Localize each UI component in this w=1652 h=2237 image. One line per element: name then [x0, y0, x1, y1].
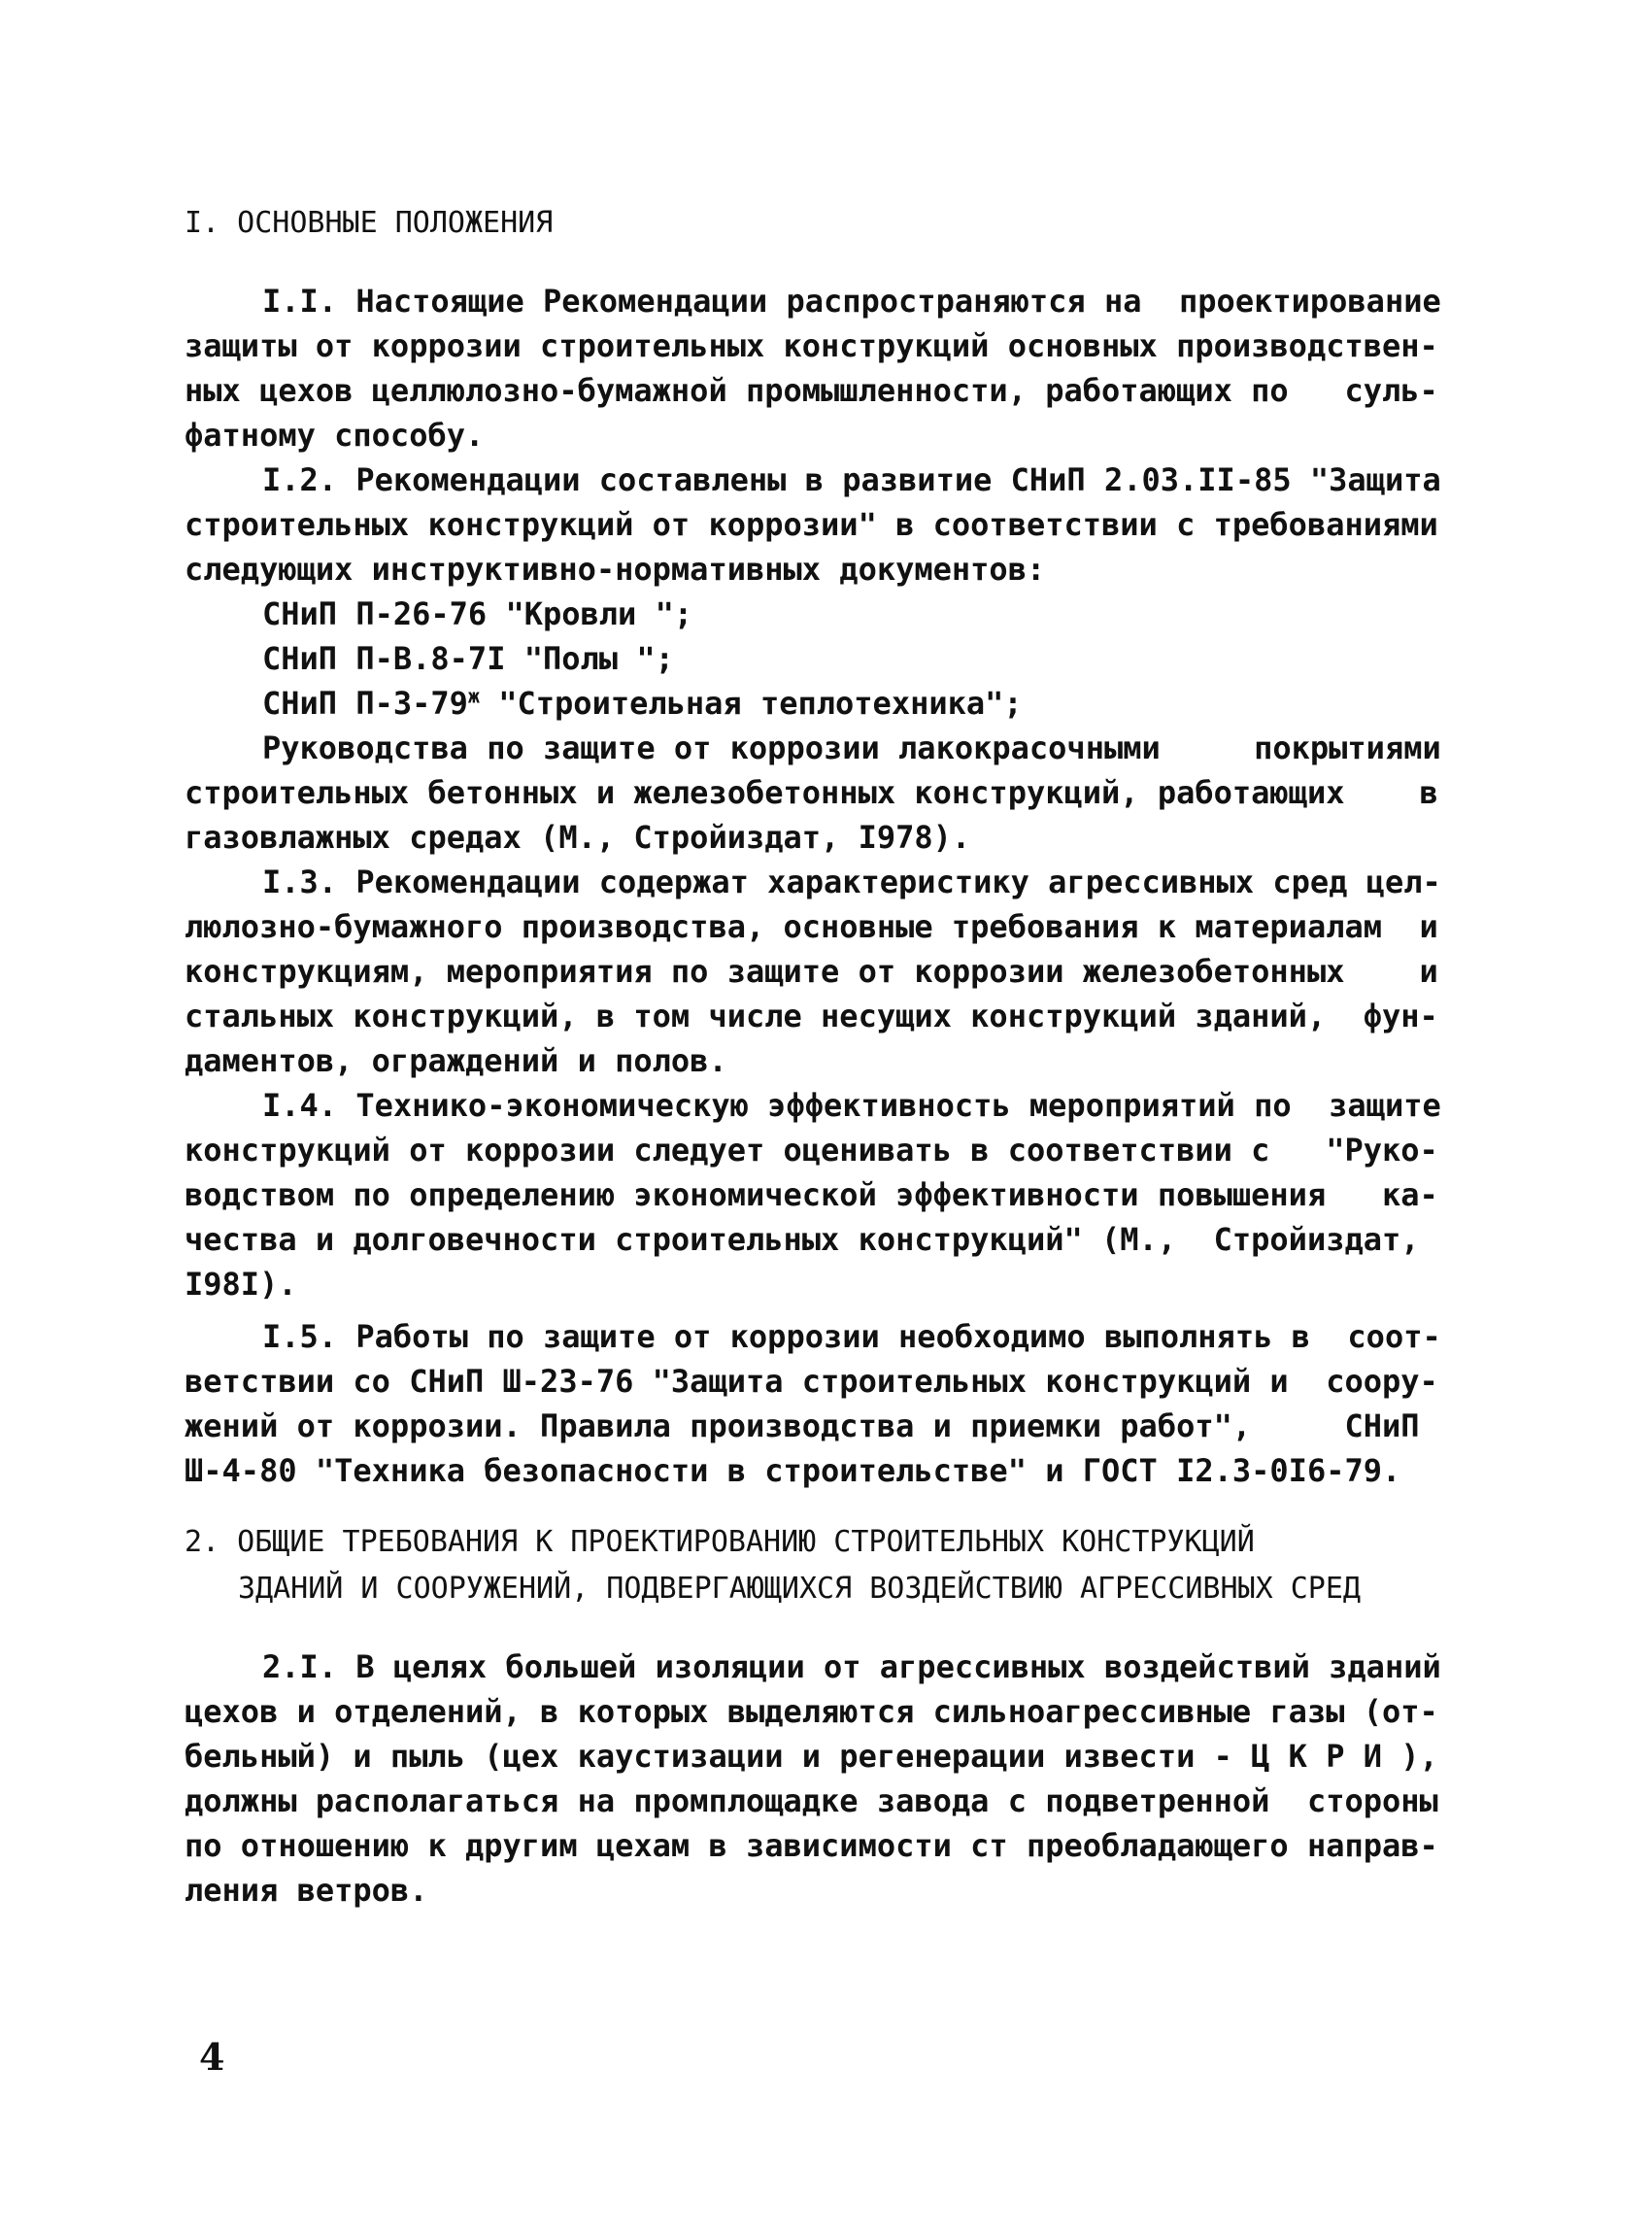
para-1-1-line-2: защиты от коррозии строительных конструкций основных производствен- — [185, 327, 1438, 364]
para-1-4-line-4: чества и долговечности строительных конструкций" (М., Стройиздат, — [185, 1221, 1420, 1258]
para-1-1-line-1: I.I. Настоящие Рекомендации распространяются на проектирование — [262, 283, 1441, 320]
para-1-3-line-2: люлозно-бумажного производства, основные требования к материалам и — [185, 908, 1438, 945]
para-2-1-line-3: бельный) и пыль (цех каустизации и регенерации извести - Ц К Р И ), — [185, 1738, 1438, 1775]
para-2-1-line-1: 2.I. В целях большей изоляции от агрессивных воздействий зданий — [262, 1648, 1441, 1685]
para-1-3-line-5: даментов, ограждений и полов. — [185, 1042, 727, 1079]
ref3-prefix: СНиП П-3-79 — [262, 685, 468, 722]
para-1-4-line-2: конструкций от коррозии следует оценивать в соответствии с "Руко- — [185, 1132, 1438, 1169]
para-1-2-tail-line-1: Руководства по защите от коррозии лакокрасочными покрытиями — [262, 729, 1441, 766]
para-1-1-line-4: фатному способу. — [185, 417, 485, 454]
section-2-heading-line-2: ЗДАНИЙ И СООРУЖЕНИЙ, ПОДВЕРГАЮЩИХСЯ ВОЗДЕЙСТВИЮ АГРЕССИВНЫХ СРЕД — [238, 1572, 1361, 1606]
para-1-4-line-3: водством по определению экономической эффективности повышения ка- — [185, 1176, 1438, 1213]
reference-snip-heat-engineering — [262, 684, 1023, 723]
reference-snip-roofs: СНиП П-26-76 "Кровли "; — [262, 595, 693, 632]
ref3-suffix: "Строительная теплотехника"; — [479, 685, 1023, 722]
para-1-2-tail-line-2: строительных бетонных и железобетонных конструкций, работающих в — [185, 774, 1438, 811]
para-1-3-line-1: I.3. Рекомендации содержат характеристику агрессивных сред цел- — [262, 864, 1441, 900]
para-2-1-line-4: должны располагаться на промплощадке завода с подветренной стороны — [185, 1782, 1438, 1819]
para-2-1-line-2: цехов и отделений, в которых выделяются сильноагрессивные газы (от- — [185, 1693, 1438, 1730]
para-1-5-line-1: I.5. Работы по защите от коррозии необходимо выполнять в соот- — [262, 1318, 1441, 1355]
para-1-5-line-3: жений от коррозии. Правила производства и приемки работ", СНиП — [185, 1407, 1420, 1444]
reference-snip-floors: СНиП П-В.8-7I "Полы "; — [262, 640, 674, 677]
para-1-4-line-1: I.4. Технико-экономическую эффективность мероприятий по защите — [262, 1087, 1441, 1124]
page-number: 4 — [199, 2035, 225, 2079]
para-1-2-tail-line-3: газовлажных средах (М., Стройиздат, I978). — [185, 819, 971, 856]
section-1-heading: I. ОСНОВНЫЕ ПОЛОЖЕНИЯ — [185, 206, 554, 240]
para-1-3-line-4: стальных конструкций, в том числе несущих конструкций зданий, фун- — [185, 998, 1438, 1034]
ref3-superscript: ж — [467, 684, 480, 708]
para-1-2-line-3: следующих инструктивно-нормативных документов: — [185, 551, 1046, 588]
para-2-1-line-5: по отношению к другим цехам в зависимости ст преобладающего направ- — [185, 1827, 1438, 1864]
para-1-2-line-1: I.2. Рекомендации составлены в развитие СНиП 2.03.II-85 "Защита — [262, 461, 1441, 498]
para-1-5-line-2: ветствии со СНиП Ш-23-76 "Защита строительных конструкций и соору- — [185, 1363, 1438, 1400]
para-2-1-line-6: ления ветров. — [185, 1872, 428, 1909]
para-1-2-line-2: строительных конструкций от коррозии" в соответствии с требованиями — [185, 506, 1438, 543]
para-1-5-line-4: Ш-4-80 "Техника безопасности в строительстве" и ГОСТ I2.3-0I6-79. — [185, 1452, 1401, 1489]
para-1-1-line-3: ных цехов целлюлозно-бумажной промышленности, работающих по суль- — [185, 372, 1438, 409]
para-1-3-line-3: конструкциям, мероприятия по защите от коррозии железобетонных и — [185, 953, 1438, 990]
section-2-heading-line-1: 2. ОБЩИЕ ТРЕБОВАНИЯ К ПРОЕКТИРОВАНИЮ СТРОИТЕЛЬНЫХ КОНСТРУКЦИЙ — [185, 1525, 1255, 1559]
para-1-4-line-5: I98I). — [185, 1266, 297, 1303]
